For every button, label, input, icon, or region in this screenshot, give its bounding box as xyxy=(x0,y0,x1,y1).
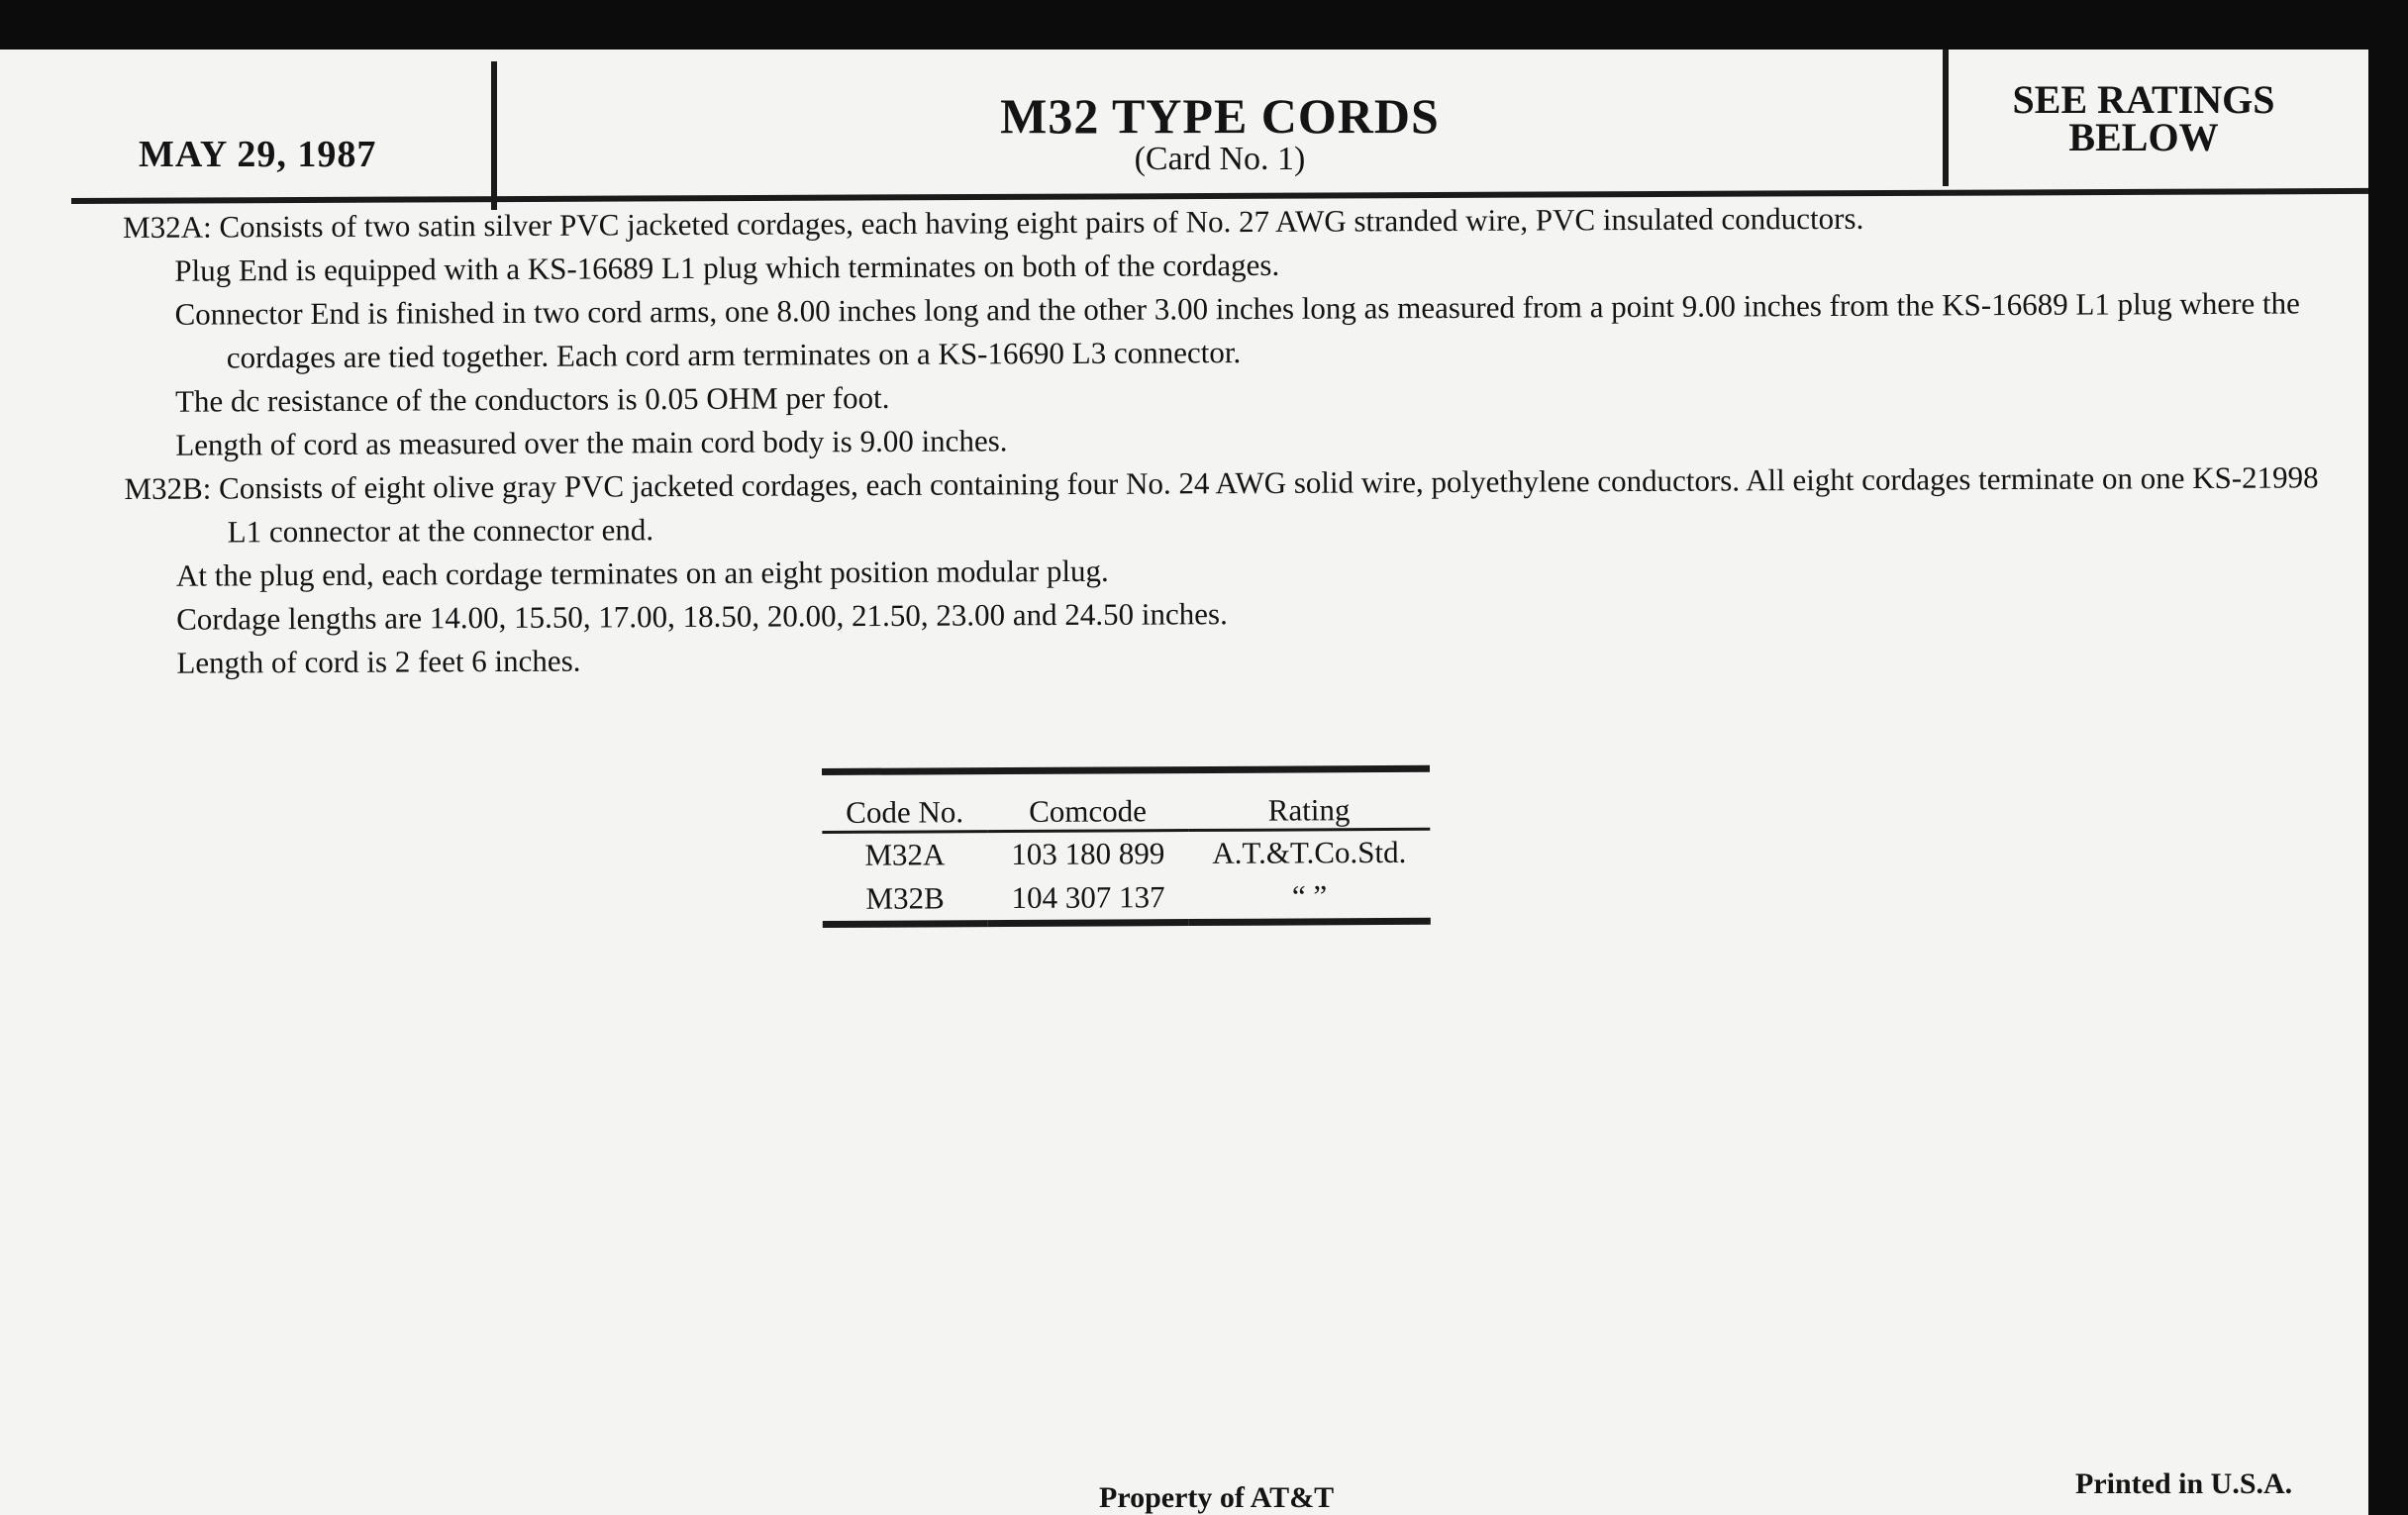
m32b-cord-length: Length of cord is 2 feet 6 inches. xyxy=(176,643,581,680)
table-row xyxy=(823,874,1431,925)
col-comcode: Comcode xyxy=(1029,793,1148,829)
card-date: MAY 29, 1987 xyxy=(139,134,377,175)
table-header-row xyxy=(822,768,1430,832)
header-divider-right xyxy=(1943,50,1949,186)
property-notice: Property of AT&T xyxy=(1099,1481,1335,1514)
cell-rating: “ ” xyxy=(1188,874,1430,923)
col-code-no: Code No. xyxy=(846,794,964,830)
m32a-resistance: The dc resistance of the conductors is 0.05 OHM per foot. xyxy=(174,379,890,419)
m32a-cord-length: Length of cord as measured over the main cord body is 9.00 inches. xyxy=(175,423,1008,462)
rating-note-line1: SEE RATINGS xyxy=(2012,77,2275,122)
m32b-description: M32B: Consists of eight olive gray PVC jacketed cordages, each containing four No. 24 AWG solid wire, polyethylene conductors. All eight cordages terminate on one KS-21998 L1 connector at the connector end. xyxy=(124,459,2319,550)
table-row xyxy=(822,829,1430,877)
index-card xyxy=(0,50,2368,1515)
m32a-plug-end: Plug End is equipped with a KS-16689 L1 plug which terminates on both of the cordages. xyxy=(174,247,1280,288)
cell-code: M32A xyxy=(864,837,946,872)
m32b-cordage-lengths: Cordage lengths are 14.00, 15.50, 17.00, 18.50, 20.00, 21.50, 23.00 and 24.50 inches. xyxy=(176,596,1228,637)
col-rating: Rating xyxy=(1267,792,1351,828)
m32a-connector-end: Connector End is finished in two cord arms, one 8.00 inches long and the other 3.00 inches long as measured from a point 9.00 inches from the KS-16689 L1 plug where the cordages are tied together. Each cord arm terminates on a KS-16690 L3 connector. xyxy=(174,285,2300,375)
rating-note-line2: BELOW xyxy=(2068,115,2219,159)
card-number: (Card No. 1) xyxy=(1134,141,1306,177)
m32a-description: M32A: Consists of two satin silver PVC jacketed cordages, each having eight pairs of No. 27 AWG stranded wire, PVC insulated conductors. xyxy=(123,200,1864,245)
ratings-table xyxy=(822,765,1431,928)
printed-notice: Printed in U.S.A. xyxy=(2075,1467,2293,1500)
cell-comcode: 103 180 899 xyxy=(1011,836,1165,871)
cell-comcode: 104 307 137 xyxy=(987,875,1188,924)
card-title: M32 TYPE CORDS xyxy=(1000,88,1440,144)
rating-note xyxy=(1951,77,2337,159)
card-body xyxy=(123,194,2334,685)
m32b-plug-end: At the plug end, each cordage terminates on an eight position modular plug. xyxy=(175,553,1109,593)
cell-rating: A.T.&T.Co.Std. xyxy=(1212,834,1407,870)
cell-code: M32B xyxy=(823,876,988,924)
